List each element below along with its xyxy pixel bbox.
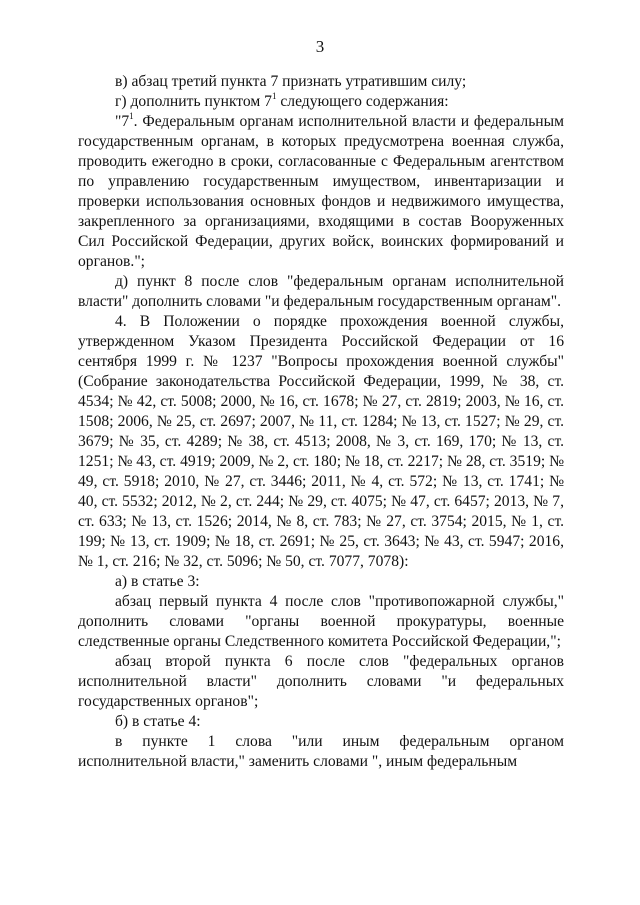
paragraph-v: в) абзац третий пункта 7 признать утратившим силу; bbox=[115, 73, 467, 90]
paragraph-abzac-2: абзац второй пункта 6 после слов "федеральных органов исполнительной власти" дополнить словами "и федеральных государственных органов"; bbox=[78, 653, 564, 710]
paragraph-abzac-1: абзац первый пункта 4 после слов "противопожарной службы," дополнить словами "органы военной прокуратуры, военные следственные органы Следственного комитета Российской Федерации,"; bbox=[78, 593, 564, 650]
paragraph-v-punkt-1: в пункте 1 слова "или иным федеральным органом исполнительной власти," заменить словами ", иным федеральным bbox=[78, 733, 564, 770]
paragraph-point-7-1 bbox=[78, 112, 564, 272]
paragraph-b: б) в статье 4: bbox=[115, 713, 201, 730]
paragraph-g-text: г) дополнить пунктом 7 bbox=[115, 93, 272, 110]
paragraph-a: а) в статье 3: bbox=[115, 573, 200, 590]
document-body bbox=[78, 72, 564, 772]
paragraph-d: д) пункт 8 после слов "федеральным органам исполнительной власти" дополнить словами "и федеральным государственным органам". bbox=[78, 273, 564, 310]
paragraph-g bbox=[78, 92, 564, 112]
paragraph-4: 4. В Положении о порядке прохождения военной службы, утвержденном Указом Президента Российской Федерации от 16 сентября 1999 г. № 1237 "Вопросы прохождения военной службы" (Собрание законодательства Российской Федерации, 1999, № 38, ст. 4534; № 42, ст. 5008; 2000, № 16, ст. 1678; № 27, ст. 2819; 2003, № 16, ст. 1508; 2006, № 25, ст. 2697; 2007, № 11, ст. 1284; № 13, ст. 1527; № 29, ст. 3679; № 35, ст. 4289; № 38, ст. 4513; 2008, № 3, ст. 169, 170; № 13, ст. 1251; № 43, ст. 4919; 2009, № 2, ст. 180; № 18, ст. 2217; № 28, ст. 3519; № 49, ст. 5918; 2010, № 27, ст. 3446; 2011, № 4, ст. 572; № 13, ст. 1741; № 40, ст. 5532; 2012, № 2, ст. 244; № 29, ст. 4075; № 47, ст. 6457; 2013, № 7, ст. 633; № 13, ст. 1526; 2014, № 8, ст. 783; № 27, ст. 3754; 2015, № 1, ст. 199; № 13, ст. 1909; № 18, ст. 2691; № 25, ст. 3643; № 43, ст. 5947; 2016, № 1, ст. 216; № 32, ст. 5096; № 50, ст. 7077, 7078): bbox=[78, 313, 564, 570]
point-7-1-text: . Федеральным органам исполнительной власти и федеральным государственным органам, в которых предусмотрена военная служба, проводить ежегодно в сроки, согласованные с Федеральным агентством по управлению государственным имуществом, инвентаризации и проверки использования основных фондов и недвижимого имущества, закрепленного за организациями, входящими в состав Вооруженных Сил Российской Федерации, других войск, воинских формирований и органов."; bbox=[78, 113, 564, 270]
paragraph-g-text-end: следующего содержания: bbox=[276, 93, 449, 110]
point-7-1-superscript: 1 bbox=[129, 110, 134, 121]
page-number: 3 bbox=[315, 37, 325, 56]
paragraph-g-superscript: 1 bbox=[271, 90, 277, 101]
point-7-1-number: "7 bbox=[115, 113, 130, 130]
